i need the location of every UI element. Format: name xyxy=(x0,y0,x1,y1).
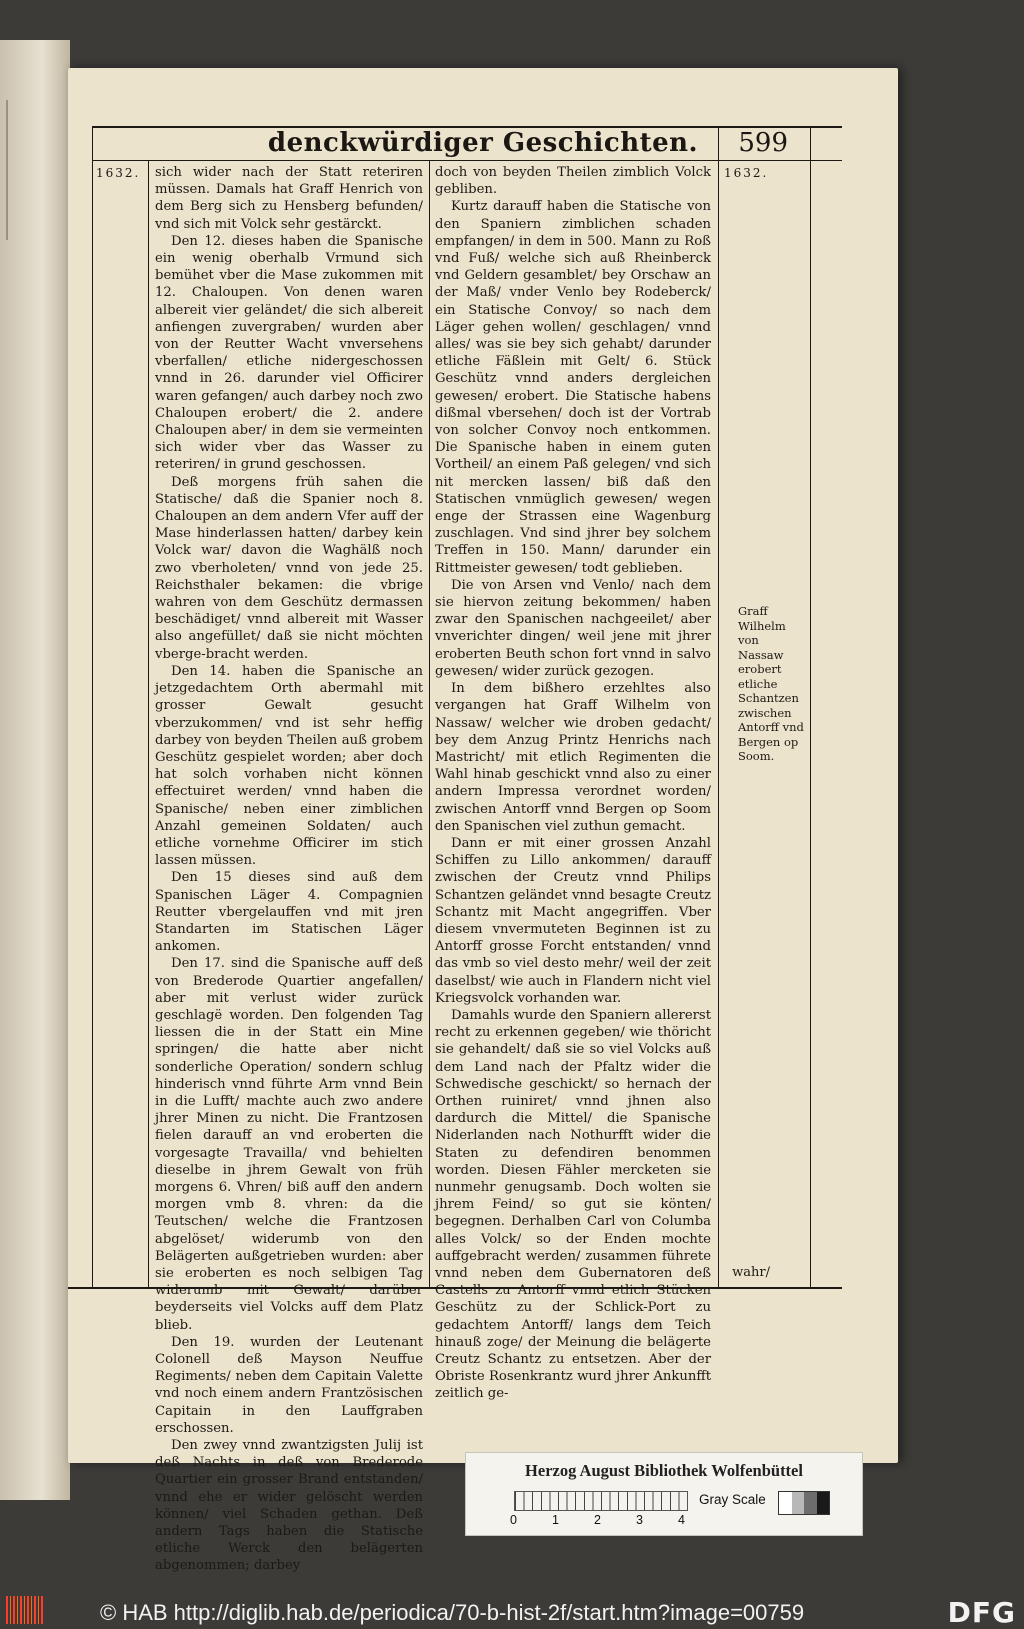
year-right: 1632. xyxy=(724,166,769,180)
column-divider xyxy=(429,160,430,1288)
catchword: wahr/ xyxy=(732,1265,770,1280)
library-scale-card xyxy=(465,1452,863,1536)
gray-scale-label: Gray Scale xyxy=(699,1492,766,1507)
paragraph: Den 14. haben die Spanische an jetzgedachtem Orth abermahl mit grosser Gewalt gesucht vberzukommen/ vnd ist sehr heffig darbey von beyden Theilen auß grobem Geschütz gespielet worden; aber doch hat solch vorhaben nicht können effectuiret werden/ vnnd haben die Spanische/ neben einer zimblichen Anzahl gemeinen Soldaten/ auch etliche vornehme Officirer im stich lassen müssen. xyxy=(155,663,423,869)
frame-left-rule xyxy=(92,126,93,1288)
ruler-label: 3 xyxy=(636,1513,643,1527)
paragraph: Den 15 dieses sind auß dem Spanischen Läger 4. Compagnien Reutter vbergelauffen vnd mit jren Standarten im Statischen Läger ankomen. xyxy=(155,870,423,955)
right-text-rule xyxy=(718,126,719,1288)
ruler-label: 0 xyxy=(510,1513,517,1527)
running-title: denckwürdiger Geschichten. xyxy=(267,128,699,158)
paragraph: Dann er mit einer grossen Anzahl Schiffen zu Lillo ankommen/ darauff zwischen der Creutz vnnd Philips Schantzen geländet vnnd besagte Creutz Schantz mit Macht angegriffen. Vber diesem vnvermuteten Beginnen ist zu Antorff grosse Forcht entstanden/ vnnd das vmb so viel desto mehr/ weil der zeit daselbst/ wie auch in Flandern nicht viel Kriegsvolck vorhanden war. xyxy=(435,835,711,1006)
paragraph: doch von beyden Theilen zimblich Volck gebliben. xyxy=(435,165,711,198)
gray-scale-swatch xyxy=(778,1491,830,1515)
binding-spine xyxy=(6,100,26,240)
dfg-logo: DFG xyxy=(947,1596,1016,1629)
year-left: 1632. xyxy=(96,166,141,180)
ruler-scale xyxy=(514,1491,688,1511)
paragraph: sich wider nach der Statt reteriren müssen. Damals hat Graff Henrich von dem Berg sich zu Hensberg befunden/ vnd sich mit Volck sehr gestärckt. xyxy=(155,165,423,232)
page-number: 599 xyxy=(738,128,788,158)
ruler-label: 4 xyxy=(678,1513,685,1527)
left-margin-rule xyxy=(148,160,149,1288)
paragraph: Deß morgens früh sahen die Statische/ daß die Spanier noch 8. Chaloupen an dem andern Vfer auff der Mase hinderlassen hatten/ darbey kein Volck war/ davon die Waghälß noch zwo vberholeten/ vnnd von jede 25. Reichsthaler bekamen: die vbrige wahren von dem Geschütz dermassen beschädiget/ vnnd albereit mit Wasser also angefüllet/ daß sie nicht möchten vberge-bracht werden. xyxy=(155,474,423,662)
margin-note: Graff Wilhelm von Nassaw erobert etliche Schantzen zwischen Antorff vnd Bergen op Soom. xyxy=(738,604,804,763)
paragraph: Den 12. dieses haben die Spanische ein wenig oberhalb Vrmund sich bemühet vber die Mase zukommen mit 12. Chaloupen. Von denen waren albereit vier geländet/ die sich albereit anfiengen zuvergraben/ wurden aber von der Reutter Wacht vnversehens vberfallen/ etliche nidergeschossen vnnd in 26. darunder viel Officirer waren gefangen/ auch darbey noch zwo Chaloupen erobert/ die 2. andere Chaloupen aber/ in dem sie vermeinten sich wider vber das Wasser zu reteriren/ in grund geschossen. xyxy=(155,233,423,473)
library-name: Herzog August Bibliothek Wolfenbüttel xyxy=(525,1461,803,1480)
left-text-column xyxy=(155,164,423,1575)
paragraph: Die von Arsen vnd Venlo/ nach dem sie hiervon zeitung bekommen/ haben zwar den Spanischen nachgeeilet/ aber vnverichter dingen/ weil jene mit jhrer eroberten Beuth schon fort vnnd in salvo gewesen/ wider zurück gezogen. xyxy=(435,577,711,679)
paragraph: Damahls wurde den Spaniern allererst recht zu erkennen gegeben/ wie thöricht sie gehandelt/ daß sie so viel Volcks auß dem Land nach der Pfaltz wider die Schwedische geschickt/ so hernach der Orthen ruiniret/ vnnd jhnen also dardurch die Mittel/ die Spanische Niderlanden nach Nothurfft wider die Staten zu defendiren benommen worden. Diesen Fähler mercketen sie nunmehr genugsamb. Doch wolten sie jhrem Feind/ so gut sie könten/ begegnen. Derhalben Carl von Columba alles Volck/ so der Enden mochte auffgebracht werden/ zusammen führete vnnd neben dem Gubernatoren deß Castells zu Antorff vnnd etlich Stücken Geschütz zu der Schlick-Port zu gedachtem Antorff/ langs dem Teich hinauß zoge/ der Meinung die belägerte Creutz Schantz zu entsetzen. Aber der Obriste Rosenkrantz wurd jhrer Ankunfft zeitlich ge- xyxy=(435,1007,711,1402)
ruler-label: 2 xyxy=(594,1513,601,1527)
copyright-credit[interactable]: © HAB http://diglib.hab.de/periodica/70-b-hist-2f/start.htm?image=00759 xyxy=(100,1600,805,1625)
paragraph: In dem bißhero erzehltes also vergangen hat Graff Wilhelm von Nassaw/ welcher wie droben gedacht/ bey dem Anzug Printz Henrichs nach Mastricht/ mit etlich Regimenten die Wahl hinab geschickt vnnd also zu einer andern Impressa verordnet worden/ zwischen Antorff vnnd Bergen op Soom den Spanischen viel zuthun gemacht. xyxy=(435,681,711,834)
frame-header-rule xyxy=(92,160,842,161)
paragraph: Den zwey vnnd zwantzigsten Julij ist deß Nachts in deß von Brederode Quartier ein grosser Brand entstanden/ vnnd ehe er wider gelöscht werden können/ viel Schaden gethan. Deß andern Tags haben die Statische etliche Werck den belägerten abgenommen; darbey xyxy=(155,1438,423,1574)
gray-step xyxy=(779,1492,792,1514)
right-text-column xyxy=(435,164,711,1403)
paragraph: Den 19. wurden der Leutenant Colonell deß Mayson Neuffue Regiments/ neben dem Capitain Valette vnd noch einem andern Frantzösischen Capitain in den Lauffgraben erschossen. xyxy=(155,1334,423,1436)
footer-bar xyxy=(0,1592,1024,1629)
paragraph: Kurtz darauff haben die Statische von den Spaniern zimblichen schaden empfangen/ in dem in 500. Mann zu Roß vnd Fuß/ welche sich auß Rheinberck vnd Geldern gesamblet/ bey Orschaw an der Maß/ vnder Venlo bey Rodeberck/ ein Statische Convoy/ so nach dem Läger gehen wollen/ geschlagen/ vnnd alles/ was sie bey sich gehabt/ darunder etliche Fäßlein mit Gelt/ 6. Stück Geschütz vnnd anders dergleichen gewesen/ erobert. Die Statische habens dißmal vbersehen/ doch ist der Vortrab von solcher Convoy noch entkommen. Die Spanische haben in einem guten Vortheil/ an einem Paß gelegen/ vnd sich nit mercken lassen/ biß daß den Statischen vnmüglich gewesen/ wegen enge der Strassen eine Wagenburg zuschlagen. Vnd sind jhrer bey solchem Treffen in 150. Mann/ darunder ein Rittmeister gewesen/ todt geblieben. xyxy=(435,199,711,576)
ruler-label: 1 xyxy=(552,1513,559,1527)
gray-step xyxy=(817,1492,830,1514)
previous-page-edge xyxy=(0,40,70,1500)
frame-right-rule xyxy=(810,126,811,1288)
gray-step xyxy=(792,1492,805,1514)
barcode-icon xyxy=(6,1596,44,1624)
gray-step xyxy=(804,1492,817,1514)
paragraph: Den 17. sind die Spanische auff deß von Brederode Quartier angefallen/ aber mit verlust wider zurück geschlagë worden. Den folgenden Tag liessen die in der Statt ein Mine springen/ die hatte aber nicht sonderliche Operation/ sondern schlug hinderisch vnnd führte Arm vnnd Bein in die Lufft/ machte auch zwo andere jhrer Minen zu nicht. Die Frantzosen fielen darauff an vnd eroberten die vorgesagte Travailla/ vnd behielten dieselbe in jhrem Gewalt von früh morgens 6. Vhren/ biß auff den andern morgen vmb 8. vhren: da die Teutschen/ welche die Frantzosen abgelöset/ widerumb von den Belägerten außgetrieben wurden: aber sie eroberten es noch selbigen Tag widerumb mit Gewalt/ darüber beyderseits viel Volcks auff dem Platz blieb. xyxy=(155,956,423,1333)
